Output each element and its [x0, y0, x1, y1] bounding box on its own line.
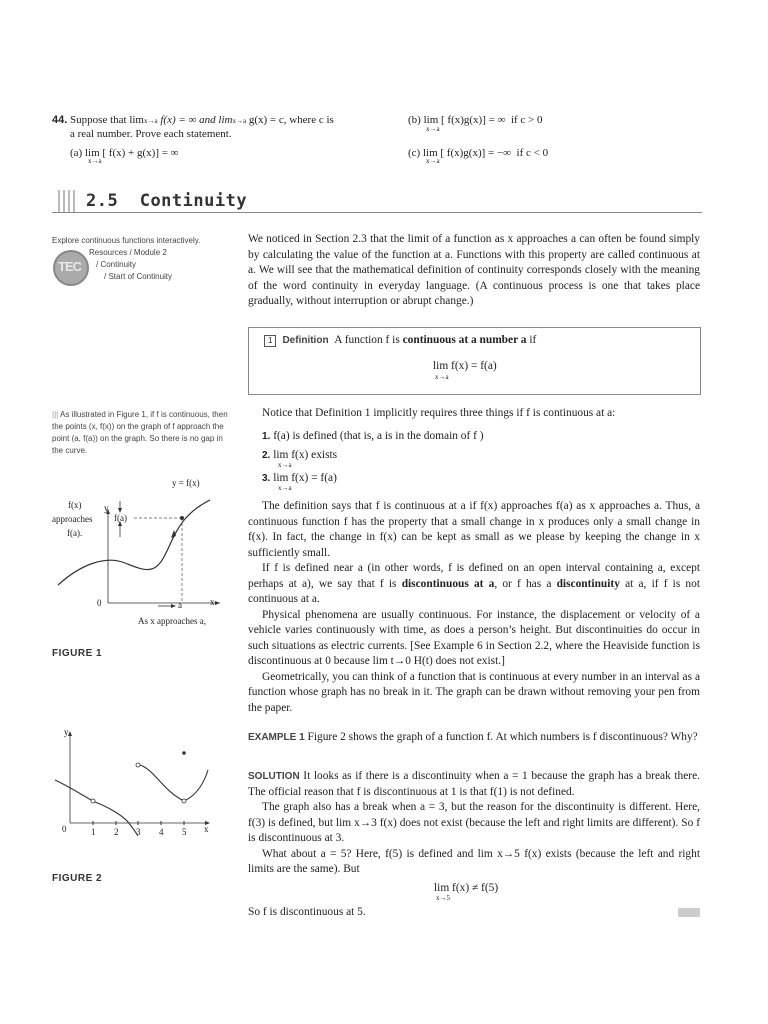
req-1-text: f(a) is defined (that is, a is in the domain of f )	[273, 430, 484, 442]
part-c-label: (c)	[408, 147, 421, 159]
fig2-tick-5: 5	[182, 827, 187, 837]
fig1-caption-bottom: As x approaches a,	[138, 616, 206, 626]
section-rule	[52, 212, 702, 213]
fig1-x-axis: x	[210, 597, 215, 607]
fig1-fx-label: f(x)	[68, 500, 82, 510]
definition-box	[248, 327, 701, 395]
tec-logo-icon	[53, 250, 89, 286]
requirements-lead: Notice that Definition 1 implicitly requires three things if f is continuous at a:	[262, 407, 616, 419]
problem-intro-sub2: x→a	[232, 117, 247, 125]
example-1	[248, 730, 700, 746]
fig2-y-axis: y	[64, 727, 69, 737]
section-bar-2	[63, 190, 65, 212]
problem-part-a	[70, 146, 179, 160]
fig2-origin: 0	[62, 824, 67, 834]
tec-logo-text: TEC	[58, 259, 81, 274]
definition-line	[264, 333, 684, 349]
resources-line1: Explore continuous functions interactively.	[52, 236, 201, 245]
solution	[248, 769, 700, 878]
solution-formula: lim f(x) ≠ f(5)	[434, 882, 499, 894]
fig2-x-axis: x	[204, 824, 209, 834]
requirement-1	[262, 429, 484, 445]
fig1-fa-label: f(a)	[114, 513, 127, 523]
definition-text-bold: continuous at a number a	[402, 334, 527, 346]
req-2-num: 2.	[262, 450, 271, 461]
req-3-num: 3.	[262, 473, 271, 484]
req-1-num: 1.	[262, 431, 271, 442]
section-bar-1	[58, 190, 60, 212]
margin-note-text: As illustrated in Figure 1, if f is continuous, then the points (x, f(x)) on the graph of f approach the point (a, f(a)) on the graph. So there is no gap in the curve.	[52, 410, 228, 455]
example-1-label: EXAMPLE 1	[248, 732, 305, 743]
section-bar-3	[68, 190, 70, 212]
part-a-label: (a)	[70, 147, 83, 159]
definition-formula: lim f(x) = f(a)	[433, 360, 497, 372]
disc-mid: , or f has a	[494, 577, 552, 590]
section-heading	[86, 191, 247, 211]
disc-bold2: discontinuity	[556, 577, 620, 590]
part-b-sub: x→a	[426, 125, 440, 133]
fig1-origin: 0	[97, 598, 102, 608]
fig1-curve-label: y = f(x)	[172, 478, 200, 488]
req-3-text: lim f(x) = f(a)	[273, 472, 337, 484]
section-bar-4	[73, 190, 75, 212]
fig2-tick-4: 4	[159, 827, 164, 837]
paragraph-discontinuous	[248, 561, 700, 608]
resources-line3[interactable]: / Continuity	[96, 260, 137, 269]
figure-1-label: FIGURE 1	[52, 648, 103, 659]
fig1-approaches-label: approaches	[52, 514, 93, 524]
definition-text-post: if	[529, 334, 537, 346]
problem-number: 44.	[52, 114, 68, 126]
problem-intro-3: g(x) = c, where c is	[248, 114, 334, 126]
solution-p1	[248, 769, 700, 800]
body-paragraphs	[248, 499, 700, 716]
req-2-sub: x→a	[278, 461, 292, 469]
page-corner-mark	[678, 908, 700, 917]
section-title: Continuity	[139, 191, 248, 211]
figure-1-graph	[50, 475, 245, 635]
disc-post: at a, if f is not continuous at a.	[248, 577, 700, 605]
paragraph-physical: Physical phenomena are usually continuous. For instance, the displacement or velocity of a vehicle varies continuously with time, as does a person’s height. But discontinuities do occur in such situations as electric currents. [See Example 6 in Section 2.2, where the Heaviside function is discontinuous at 0 because lim t→0 H(t) does not exist.]	[248, 608, 700, 667]
margin-resources	[52, 235, 242, 247]
part-a-sub: x→a	[88, 157, 102, 165]
solution-p2: The graph also has a break when a = 3, but the reason for the discontinuity is different. Here, f(3) is defined, but lim x→3 f(x) does not exist (because the left and right limits are different). So f is discontinuous at 3.	[248, 801, 700, 844]
part-c-sub: x→a	[426, 157, 440, 165]
requirement-3	[262, 471, 337, 487]
fig2-tick-2: 2	[114, 827, 119, 837]
fig1-a-label: a	[178, 600, 182, 610]
disc-bold1: discontinuous at a	[401, 577, 495, 590]
solution-label: SOLUTION	[248, 771, 300, 782]
solution-p1-text: It looks as if there is a discontinuity when a = 1 because the graph has a break there. The official reason that f is discontinuous at 1 is that f(1) is not defined.	[248, 770, 700, 798]
resources-line2[interactable]: Resources / Module 2	[89, 248, 167, 257]
resources-line4[interactable]: / Start of Continuity	[104, 272, 173, 281]
requirement-2	[262, 448, 337, 464]
figure-2-label: FIGURE 2	[52, 873, 103, 884]
req-3-sub: x→a	[278, 484, 292, 492]
problem-intro-sub1: x→a	[144, 117, 158, 125]
disc-pre: If f is defined near a (in other words, f is defined on an open interval containing a, except perhaps at a), we say that f is	[248, 562, 700, 590]
part-b-expr: lim [ f(x)g(x)] = ∞	[423, 114, 506, 126]
section-number: 2.5	[86, 191, 119, 211]
part-b-label: (b)	[408, 114, 421, 126]
problem-intro-2: f(x) = ∞ and lim	[160, 114, 233, 126]
solution-p4: So f is discontinuous at 5.	[248, 906, 366, 918]
fig1-fa-caption: f(a).	[67, 528, 83, 538]
problem-44	[52, 113, 372, 128]
fig2-tick-3: 3	[136, 827, 141, 837]
definition-formula-sub: x→a	[435, 373, 449, 381]
intro-paragraph: We noticed in Section 2.3 that the limit of a function as x approaches a can often be found simply by calculating the value of the function at a. Functions with this property are called continuous at a. We will see that the mathematical definition of continuity corresponds closely with the meaning of the word continuity in everyday language. (A continuous process is one that takes place gradually, without interruption or abrupt change.)	[248, 233, 700, 307]
definition-label: Definition	[282, 335, 329, 346]
problem-intro-1: Suppose that lim	[70, 114, 144, 126]
part-a-expr: lim [ f(x) + g(x)] = ∞	[84, 147, 179, 159]
margin-note	[52, 409, 234, 457]
paragraph-geometric: Geometrically, you can think of a function that is continuous at every number in an interval as a function whose graph has no break in it. The graph can be drawn without removing your pen from the paper.	[248, 670, 700, 714]
example-1-text: Figure 2 shows the graph of a function f. At which numbers is f discontinuous? Why?	[307, 731, 698, 743]
part-b-cond: if c > 0	[510, 114, 543, 126]
solution-formula-sub: x→5	[436, 894, 450, 902]
part-c-cond: if c < 0	[516, 147, 549, 159]
fig1-y-axis: y	[104, 503, 109, 513]
req-2-text: lim f(x) exists	[273, 449, 338, 461]
fig2-tick-1: 1	[91, 827, 96, 837]
paragraph-definition-says: The definition says that f is continuous at a if f(x) approaches f(a) as x approaches a. Thus, a continuous function f has the property that a small change in x produces only a small change in f(x). In fact, the change in f(x) can be kept as small as we please by keeping the change in x sufficiently small.	[248, 500, 700, 559]
problem-intro-line2: a real number. Prove each statement.	[70, 128, 232, 140]
definition-badge: 1	[264, 335, 276, 347]
definition-text-pre: A function f is	[334, 334, 400, 346]
margin-note-prefix: |||	[52, 410, 59, 419]
part-c-expr: lim [ f(x)g(x)] = −∞	[422, 147, 512, 159]
solution-p3: What about a = 5? Here, f(5) is defined and lim x→5 f(x) exists (because the left and right limits are the same). But	[248, 847, 700, 875]
